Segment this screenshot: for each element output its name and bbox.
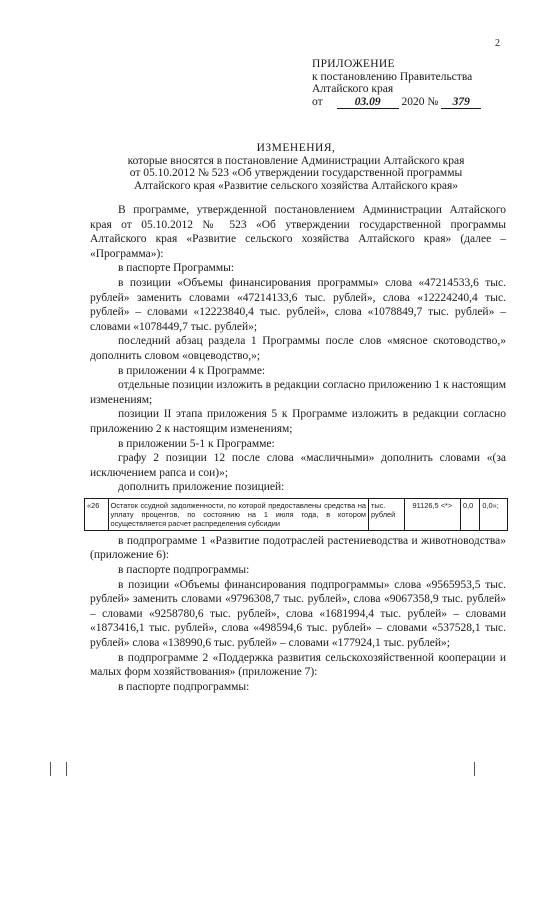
document-body [87, 203, 506, 694]
paragraph: последний абзац раздела 1 Программы после слов «мясное скотоводство,» дополнить словом «овцеводство,»; [90, 335, 506, 362]
table-cell-v2: 0,0»; [480, 498, 508, 530]
paragraph: в паспорте подпрограммы: [118, 564, 250, 577]
table-cell-unit: тыс. рублей [369, 498, 405, 530]
approval-line-1: к постановлению Правительства [312, 70, 473, 83]
scan-mark [66, 762, 67, 776]
approval-order-line [312, 96, 481, 109]
paragraph: В программе, утвержденной постановлением Администрации Алтайского края от 05.10.2012 № 523 «Об утверждении государственной программы Алтайского края «Развитие сельского хозяйства Алтайского края» (далее – «Программа»): [90, 204, 506, 260]
scan-mark [474, 762, 475, 776]
scan-marks [0, 762, 549, 782]
position-table [84, 498, 508, 531]
table-cell-description: Остаток ссудной задолженности, по которой предоставлены средства на уплату процентов, по состоянию на 1 июля года, в котором осуществляется расчет распределения субсидии [108, 498, 369, 530]
paragraph: в подпрограмме 1 «Развитие подотраслей растениеводства и животноводства» (приложение 6): [90, 534, 506, 562]
paragraph: в паспорте Программы: [118, 262, 235, 275]
approval-block [312, 58, 481, 109]
heading-title: ИЗМЕНЕНИЯ, [256, 142, 336, 154]
approval-line-2: Алтайского края [312, 83, 394, 95]
heading-line-2: от 05.10.2012 № 523 «Об утверждении государственной программы [129, 167, 463, 179]
page-number: 2 [495, 38, 500, 49]
paragraph: графу 2 позиции 12 после слова «масличными» дополнить словами «(за исключением рапса и сои)»; [90, 452, 506, 479]
paragraph: в позиции «Объемы финансирования подпрограммы» слова «9565953,5 тыс. рублей» заменить словами «9796308,7 тыс. рублей», слова «9067358,9 тыс. рублей» – словами «9258780,6 тыс. рублей», слова «1681994,4 тыс. рублей» – словами «1873416,1 тыс. рублей», слова «498594,6 тыс. рублей» – словами «537528,1 тыс. рублей» слова «138990,6 тыс. рублей» – словами «177924,1 тыс. рублей»; [90, 578, 506, 650]
approval-number: 379 [441, 97, 481, 109]
approval-title: ПРИЛОЖЕНИЕ [312, 58, 395, 70]
heading-line-3: Алтайского края «Развитие сельского хозяйства Алтайского края» [133, 179, 459, 192]
paragraph: отдельные позиции изложить в редакции согласно приложению 1 к настоящим изменениям; [90, 379, 506, 406]
paragraph: в паспорте подпрограммы: [118, 680, 250, 693]
paragraph: в приложении 5-1 к Программе: [118, 437, 275, 450]
from-label: от [312, 95, 323, 108]
paragraph: позиции II этапа приложения 5 к Программе изложить в редакции согласно приложению 2 к настоящим изменениям; [90, 408, 506, 435]
table-row [85, 498, 508, 530]
paragraph: в позиции «Объемы финансирования программы» слова «47214533,6 тыс. рублей» заменить словами «47214133,6 тыс. рублей», слова «12224240,4 тыс. рублей» – словами «12223840,4 тыс. рублей», слова «1078849,7 тыс. рублей» – словами «1078449,7 тыс. рублей»; [90, 276, 506, 333]
paragraph: в приложении 4 к Программе: [118, 364, 266, 377]
approval-date: 03.09 [337, 97, 399, 109]
paragraph: дополнить приложение позицией: [118, 481, 285, 494]
table-cell-value: 91126,5 <*> [404, 498, 460, 530]
number-label: № [427, 95, 439, 108]
document-heading [96, 142, 496, 192]
heading-line-1: которые вносятся в постановление Администрации Алтайского края [127, 154, 465, 167]
scan-mark [50, 762, 51, 776]
table-cell-num: «26 [85, 498, 109, 530]
approval-year: 2020 [401, 95, 425, 108]
paragraph: в подпрограмме 2 «Поддержка развития сельскохозяйственной кооперации и малых форм хозяйствования» (приложение 7): [90, 651, 506, 679]
table-cell-v1: 0,0 [460, 498, 479, 530]
